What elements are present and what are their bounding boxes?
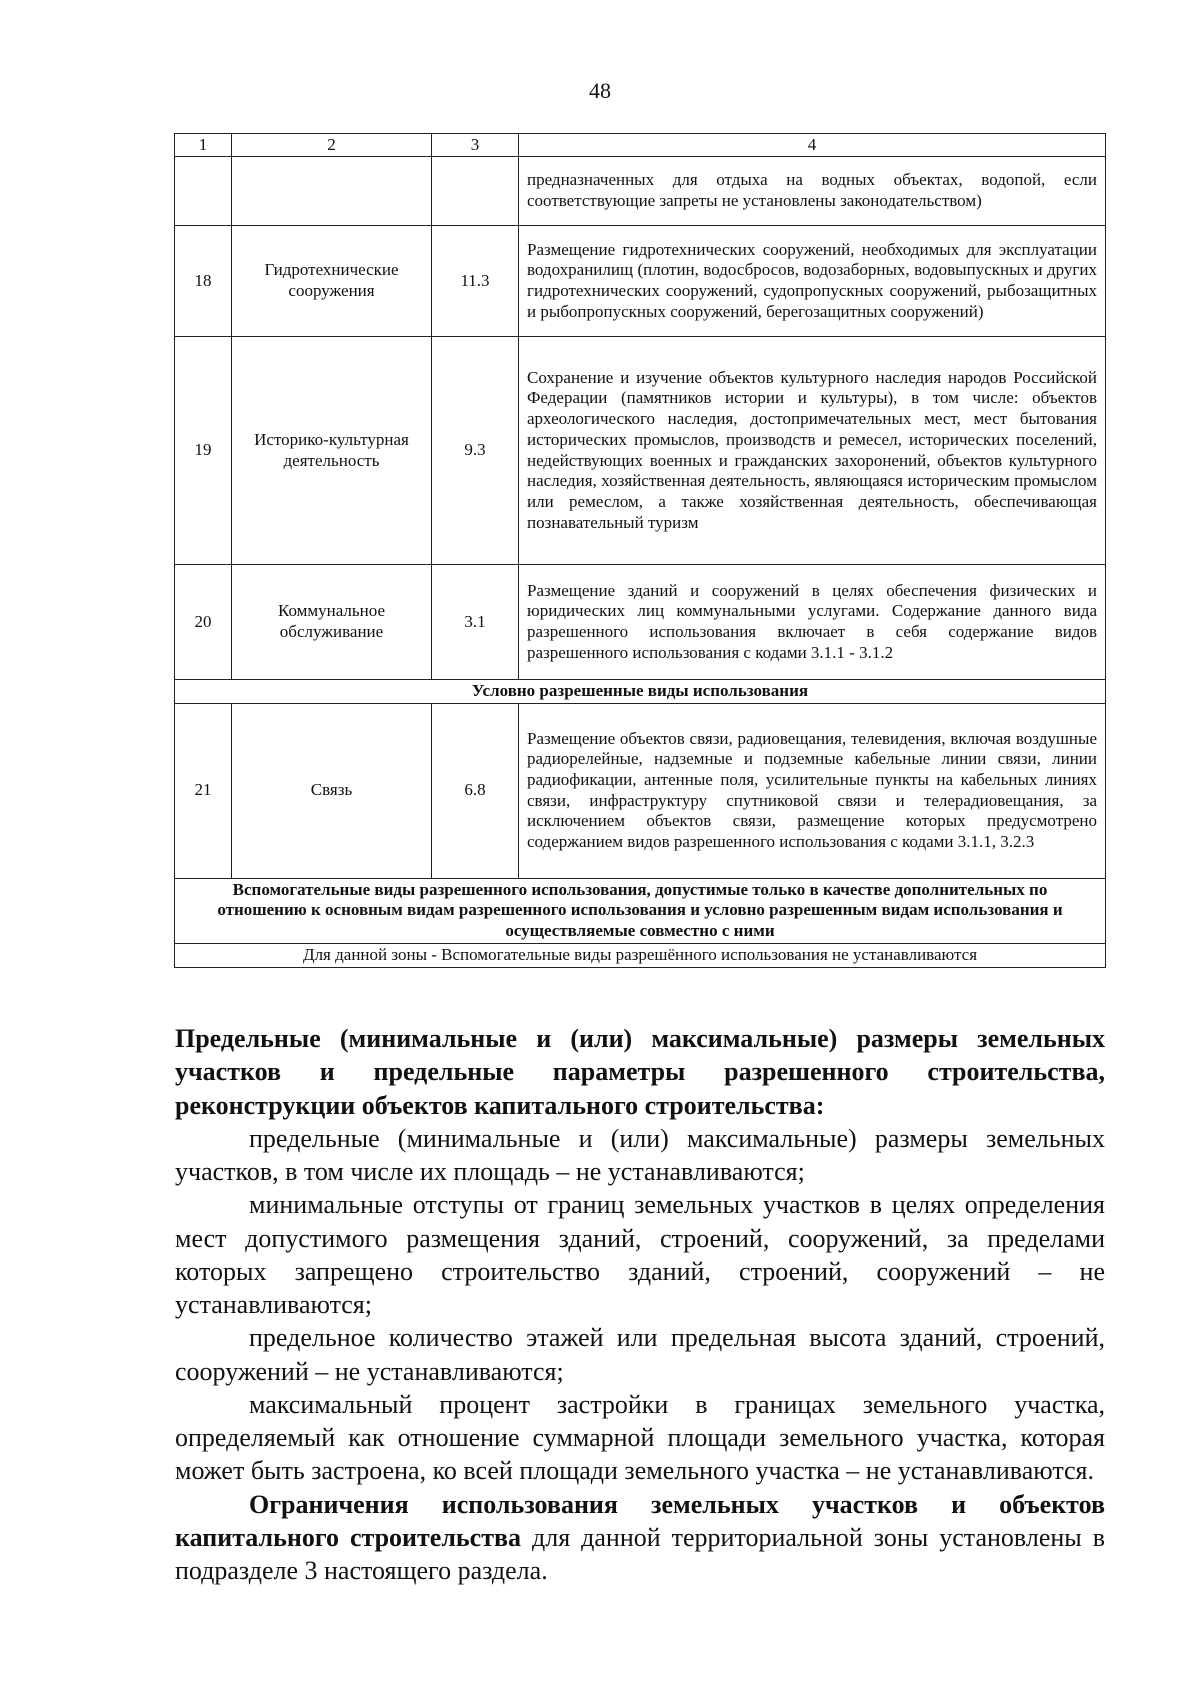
use-type-code xyxy=(432,157,519,226)
paragraph: предельные (минимальные и (или) максимальные) размеры земельных участков, в том числе их площадь – не устанавливаются; xyxy=(175,1123,1105,1187)
section-auxiliary-title: Вспомогательные виды разрешенного использования, допустимые только в качестве дополнительных по отношению к основным видам разрешенного использования и условно разрешенным видам использования и осуществляемые совместно с ними xyxy=(175,878,1106,943)
use-type-code: 11.3 xyxy=(432,226,519,337)
parameters-heading: Предельные (минимальные и (или) максимальные) размеры земельных участков и предельные параметры разрешенного строительства, реконструкции объектов капитального строительства: xyxy=(175,1024,1105,1120)
regulations-text xyxy=(175,1022,1105,1588)
table-header-row xyxy=(175,134,1106,157)
table-row xyxy=(175,703,1106,878)
auxiliary-note: Для данной зоны - Вспомогательные виды разрешённого использования не устанавливаются xyxy=(175,943,1106,967)
use-type-name: Историко-культурная деятельность xyxy=(232,337,432,565)
restrictions-text: для данной территориальной зоны установлены в подразделе 3 настоящего раздела. xyxy=(175,1522,1105,1586)
table-row xyxy=(175,565,1106,680)
row-number: 19 xyxy=(175,337,232,565)
header-cell: 4 xyxy=(519,134,1106,157)
row-number xyxy=(175,157,232,226)
row-number: 21 xyxy=(175,703,232,878)
header-cell: 1 xyxy=(175,134,232,157)
use-type-code: 3.1 xyxy=(432,565,519,680)
section-header-row xyxy=(175,680,1106,704)
table-row xyxy=(175,157,1106,226)
use-type-code: 6.8 xyxy=(432,703,519,878)
section-header-row xyxy=(175,878,1106,943)
restrictions-paragraph xyxy=(175,1488,1105,1588)
table-row xyxy=(175,226,1106,337)
section-conditional-title: Условно разрешенные виды использования xyxy=(175,680,1106,704)
use-type-code: 9.3 xyxy=(432,337,519,565)
header-cell: 3 xyxy=(432,134,519,157)
paragraph: минимальные отступы от границ земельных участков в целях определения мест допустимого размещения зданий, строений, сооружений, за пределами которых запрещено строительство зданий, строений, сооружений – не устанавливаются; xyxy=(175,1190,1105,1320)
note-row xyxy=(175,943,1106,967)
paragraph: предельное количество этажей или предельная высота зданий, строений, сооружений – не устанавливаются; xyxy=(175,1323,1105,1386)
use-type-name xyxy=(232,157,432,226)
use-type-description: предназначенных для отдыха на водных объектах, водопой, если соответствующие запреты не установлены законодательством) xyxy=(519,157,1106,226)
use-type-description: Сохранение и изучение объектов культурного наследия народов Российской Федерации (памятников истории и культуры), в том числе: объектов археологического наследия, достопримечательных мест, мест бытования исторических промыслов, производств и ремесел, исторических поселений, недействующих военных и гражданских захоронений, объектов культурного наследия, хозяйственная деятельность, являющаяся историческим промыслом или ремеслом, а также хозяйственная деятельность, обеспечивающая познавательный туризм xyxy=(519,337,1106,565)
row-number: 20 xyxy=(175,565,232,680)
paragraph: максимальный процент застройки в границах земельного участка, определяемый как отношение суммарной площади земельного участка, которая может быть застроена, ко всей площади земельного участка – не устанавливаются. xyxy=(175,1389,1105,1486)
header-cell: 2 xyxy=(232,134,432,157)
land-use-table xyxy=(174,133,1106,968)
restrictions-bold-text: Ограничения использования земельных участков и объектов капитального строительства xyxy=(175,1489,1105,1552)
use-type-name: Связь xyxy=(232,703,432,878)
page-number: 48 xyxy=(589,78,611,103)
use-type-description: Размещение объектов связи, радиовещания, телевидения, включая воздушные радиорелейные, надземные и подземные кабельные линии связи, линии радиофикации, антенные поля, усилительные пункты на кабельных линиях связи, инфраструктуру спутниковой связи и телерадиовещания, за исключением объектов связи, размещение которых предусмотрено содержанием видов разрешенного использования с кодами 3.1.1, 3.2.3 xyxy=(519,703,1106,878)
use-type-description: Размещение гидротехнических сооружений, необходимых для эксплуатации водохранилищ (плотин, водосбросов, водозаборных, водовыпускных и других гидротехнических сооружений, судопропускных сооружений, рыбозащитных и рыбопропускных сооружений, берегозащитных сооружений) xyxy=(519,226,1106,337)
row-number: 18 xyxy=(175,226,232,337)
use-type-name: Коммунальное обслуживание xyxy=(232,565,432,680)
use-type-description: Размещение зданий и сооружений в целях обеспечения физических и юридических лиц коммунальными услугами. Содержание данного вида разрешенного использования включает в себя содержание видов разрешенного использования с кодами 3.1.1 - 3.1.2 xyxy=(519,565,1106,680)
table-row xyxy=(175,337,1106,565)
use-type-name: Гидротехнические сооружения xyxy=(232,226,432,337)
